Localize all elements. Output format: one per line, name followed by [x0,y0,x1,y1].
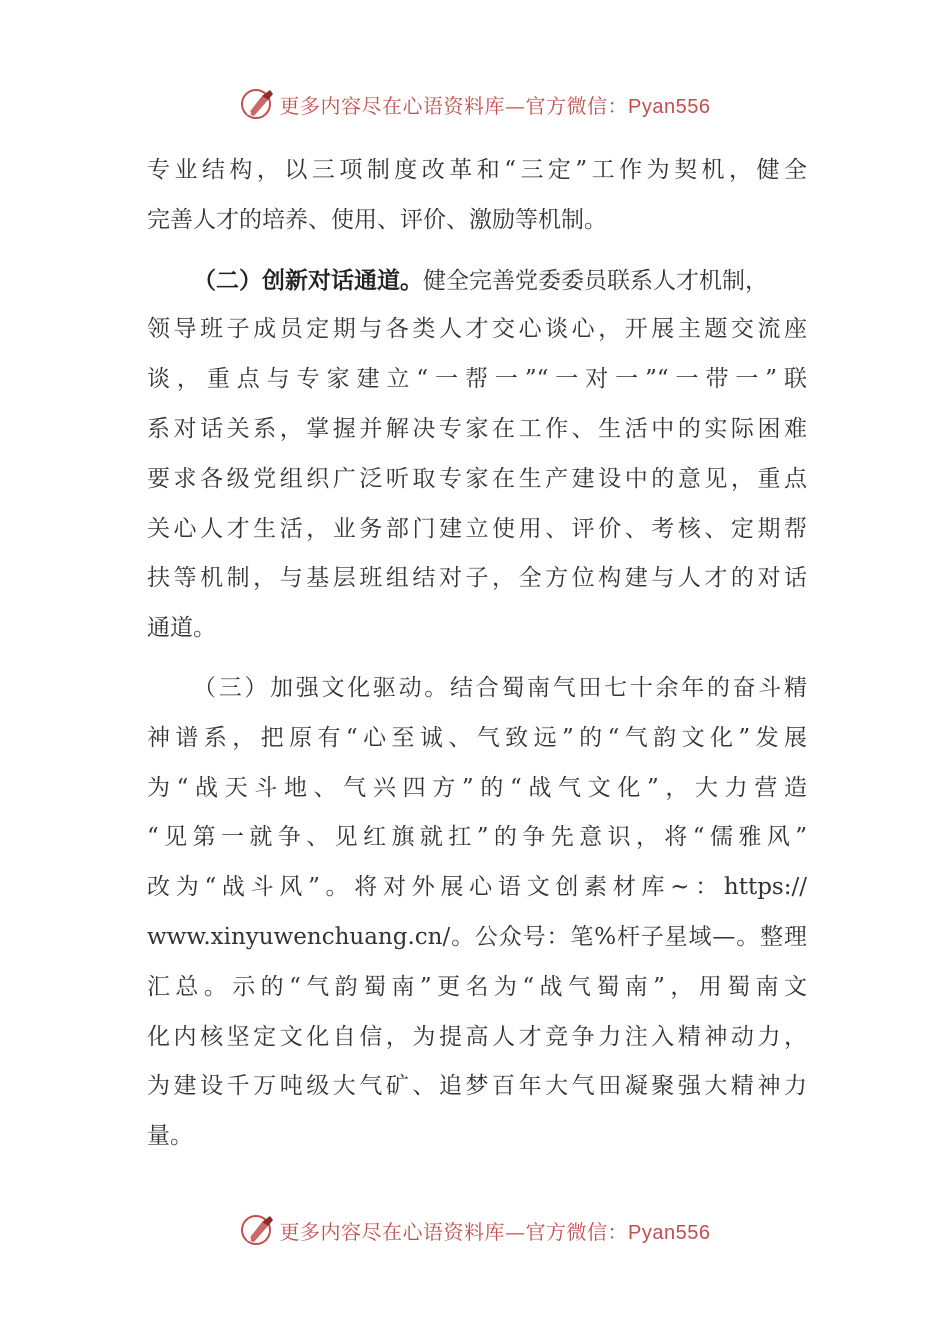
text-line: 神谱系，把原有“心至诚、气致远”的“气韵文化”发展 [147,724,807,751]
paragraph-dialogue-channel [147,256,807,654]
text-line: 领导班子成员定期与各类人才交心谈心，开展主题交流座 [147,316,807,343]
section-heading: （二）创新对话通道。 [193,266,423,294]
wechat-account: Pyan556 [628,95,711,118]
paragraph-personnel-structure [147,146,807,246]
text-line: 量。 [147,1123,193,1150]
text-line: “见第一就争、见红旗就扛”的争先意识，将“儒雅风” [147,824,807,851]
pen-nib-logo-icon [240,1212,276,1248]
text-span: 健全完善党委委员联系人才机制， [423,267,768,294]
text-line: 扶等机制，与基层班组结对子，全方位构建与人才的对话 [147,565,807,592]
text-line: （三）加强文化驱动。结合蜀南气田七十余年的奋斗精 [193,674,807,701]
text-line: 改为“战斗风”。将对外展心语文创素材库~：https:// [147,874,807,901]
paragraph-cultural-drive [147,664,807,1162]
text-line: 系对话关系，掌握并解决专家在工作、生活中的实际困难 [147,415,807,442]
pen-nib-logo-icon [240,86,276,122]
text-line: www.xinyuwenchuang.cn/。公众号：笔%杆子星域—。整理 [147,923,807,950]
text-line: 要求各级党组织广泛听取专家在生产建设中的意见，重点 [147,465,807,492]
text-line: 关心人才生活，业务部门建立使用、评价、考核、定期帮 [147,515,807,542]
text-line: 通道。 [147,615,216,642]
document-body [147,146,807,1162]
footer-banner [0,1210,950,1250]
text-line: 为建设千万吨级大气矿、追梦百年大气田凝聚强大精神力 [147,1073,807,1100]
banner-text: 更多内容尽在心语资料库—官方微信：Pyan556 [279,93,711,118]
text-line: 完善人才的培养、使用、评价、激励等机制。 [147,206,607,233]
wechat-account: Pyan556 [628,1221,711,1244]
banner-text: 更多内容尽在心语资料库—官方微信：Pyan556 [279,1219,711,1244]
text-line: 汇总。示的“气韵蜀南”更名为“战气蜀南”，用蜀南文 [147,973,807,1000]
text-line: 专业结构，以三项制度改革和“三定”工作为契机，健全 [147,157,807,183]
header-banner [0,84,950,124]
text-line: 谈，重点与专家建立“一帮一”“一对一”“一带一”联 [147,366,807,393]
text-line: 化内核坚定文化自信，为提高人才竞争力注入精神动力， [147,1023,807,1050]
text-line: 为“战天斗地、气兴四方”的“战气文化”，大力营造 [147,774,807,801]
paragraph-first-line [147,256,807,306]
